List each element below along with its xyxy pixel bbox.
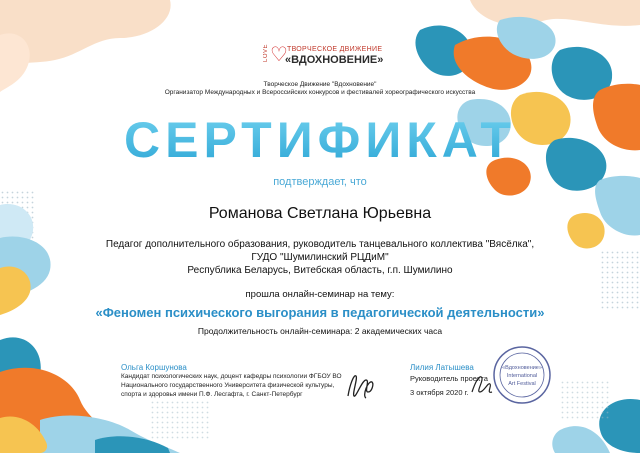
- dot-pattern-bottom: [150, 400, 210, 440]
- blob-peach-top-right: [470, 0, 640, 26]
- left-signer-title-line: Национального государственного Университета физической культуры,: [121, 382, 335, 389]
- logo-top-text: ТВОРЧЕСКОЕ ДВИЖЕНИЕ: [287, 46, 383, 53]
- recipient-name: Романова Светлана Юрьевна: [208, 205, 432, 222]
- organization-logo: [263, 44, 383, 68]
- stamp-line: International: [506, 373, 538, 379]
- course-intro: прошла онлайн-семинар на тему:: [245, 289, 395, 300]
- course-duration: Продолжительность онлайн-семинара: 2 академических часа: [197, 326, 443, 336]
- recipient-institution: ГУДО "Шумилинский РЦДиМ": [251, 252, 389, 263]
- recipient-location: Республика Беларусь, Витебская область, г.п. Шумилино: [187, 265, 453, 276]
- recipient-position: Педагог дополнительного образования, руководитель танцевального коллектива "Вясёлка",: [105, 239, 535, 250]
- organization-name: Творческое Движение "Вдохновение": [263, 81, 377, 88]
- certificate-date: 3 октября 2020 г.: [410, 388, 469, 397]
- heart-icon: ♡: [270, 44, 288, 66]
- left-signer-title-line: Кандидат психологических наук, доцент кафедры психологии ФГБОУ ВО: [121, 373, 342, 380]
- left-signer-name: Ольга Коршунова: [121, 363, 187, 372]
- certificate-subtitle: подтверждает, что: [273, 176, 367, 188]
- logo-main-text: «ВДОХНОВЕНИЕ»: [285, 54, 384, 66]
- organization-description: Организатор Международных и Всероссийских конкурсов и фестивалей хореографического искусства: [164, 89, 476, 96]
- certificate-title: СЕРТИФИКАТ: [0, 112, 640, 168]
- course-title: «Феномен психического выгорания в педагогической деятельности»: [95, 305, 545, 320]
- stamp-line: «Вдохновение»: [502, 365, 542, 371]
- organization-stamp: [492, 345, 552, 405]
- left-signer-title-line: спорта и здоровья имени П.Ф. Лесгафта, г. Санкт-Петербург: [121, 391, 303, 398]
- logo-side-text: LOVE: [263, 44, 269, 63]
- left-signature: [340, 366, 380, 406]
- right-signer-role: Руководитель проекта: [410, 374, 488, 383]
- right-signer-name: Лилия Латышева: [410, 363, 474, 372]
- dot-pattern-bottom-right: [560, 380, 610, 420]
- stamp-line: Art Festival: [508, 381, 536, 387]
